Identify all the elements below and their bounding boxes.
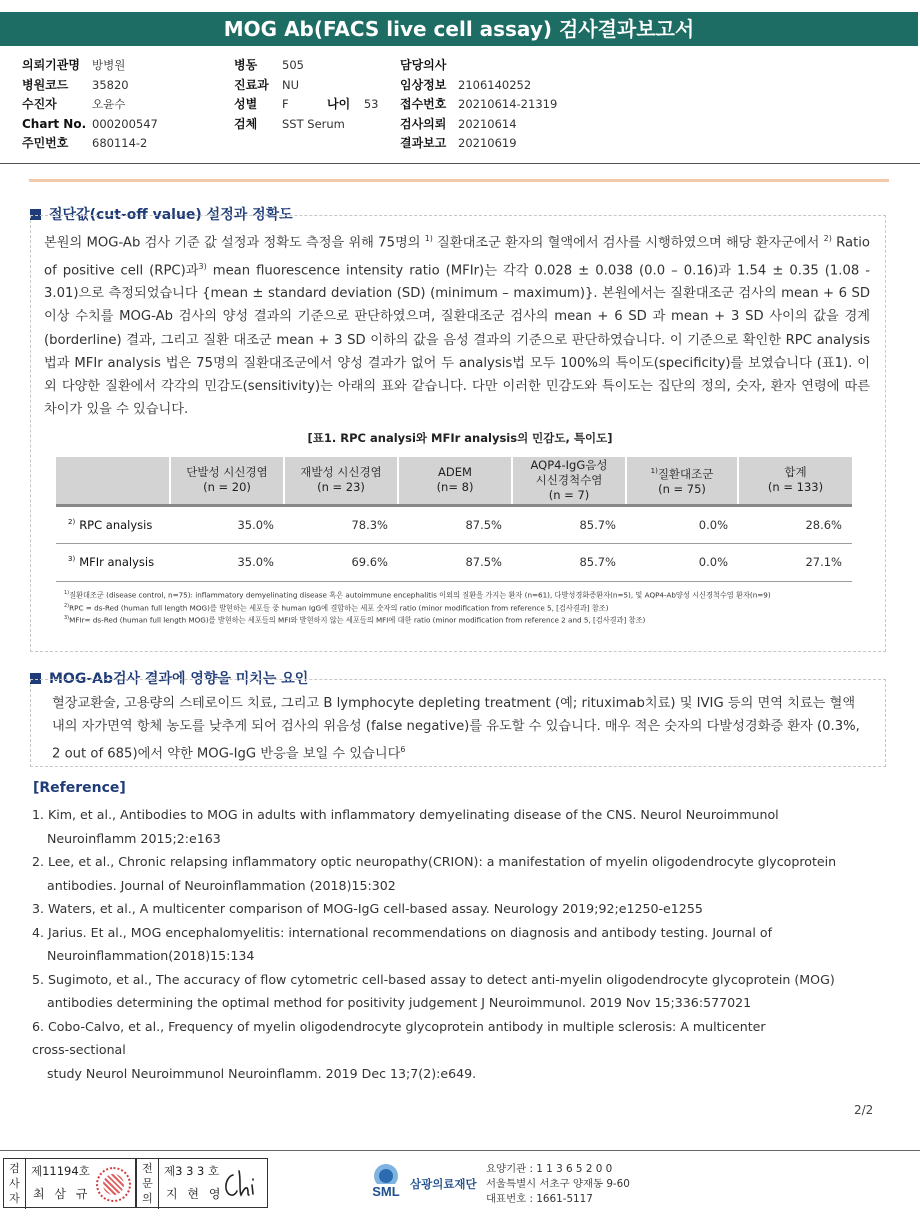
header-label: 재발성 시신경염 bbox=[300, 465, 382, 480]
table-cell: 28.6% bbox=[738, 505, 852, 543]
red-seal-icon bbox=[96, 1167, 131, 1202]
footer-divider bbox=[0, 1150, 920, 1151]
table-cell: 78.3% bbox=[284, 505, 398, 543]
info-row bbox=[234, 76, 345, 96]
table-header bbox=[738, 457, 852, 505]
header-count: (n = 7) bbox=[548, 487, 590, 502]
table-footnotes bbox=[64, 588, 864, 626]
inspector-side-label: 검사자 bbox=[4, 1159, 26, 1209]
section2-paragraph: 혈장교환술, 고용량의 스테로이드 치료, 그리고 B lymphocyte depleting treatment (예; rituximab치료) 및 IVIG 등의 면역 치료는 혈액 내의 자가면역 항체 농도를 낮추게 되어 검사의 위음성 (false negative)를 유도할 수 있습니다. 매우 적은 숫자의 다발성경화증 환자 (0.3%, 2 out of 685)에서 약한 MOG-IgG 반응을 보일 수 있습니다$^6$ bbox=[52, 696, 860, 762]
header-count: (n = 23) bbox=[317, 480, 365, 495]
inspector-name: 최 삼 규 bbox=[33, 1187, 91, 1201]
reference-item bbox=[32, 1015, 892, 1086]
section2-title: MOG-Ab검사 결과에 영향을 미치는 요인 bbox=[49, 671, 309, 687]
footnote-sup: 2) bbox=[64, 602, 70, 609]
header-label: 질환대조군 bbox=[657, 466, 714, 481]
table-cell: 35.0% bbox=[170, 543, 284, 581]
sensitivity-table bbox=[56, 457, 852, 582]
table-cell: 87.5% bbox=[398, 505, 512, 543]
patient-info-col3 bbox=[400, 56, 557, 154]
table-header bbox=[170, 457, 284, 505]
header-line bbox=[287, 465, 395, 480]
table-header bbox=[284, 457, 398, 505]
info-value: 20210614 bbox=[458, 116, 517, 131]
header-count: (n = 20) bbox=[203, 480, 251, 495]
info-label: 결과보고 bbox=[400, 136, 447, 150]
row-sup: 3) bbox=[68, 555, 76, 564]
table-header bbox=[398, 457, 512, 505]
info-label: Chart No. bbox=[22, 116, 87, 131]
header-count: (n = 133) bbox=[767, 480, 824, 495]
inspector-stamp bbox=[3, 1158, 136, 1208]
footnote-sup: 1) bbox=[64, 590, 70, 596]
specialist-name: 지 현 영 bbox=[166, 1187, 224, 1201]
reference-line: 5. Sugimoto, et al., The accuracy of flow cytometric cell-based assay to detect anti-myelin oligodendrocyte glycoprotein (MOG) bbox=[32, 971, 835, 987]
info-label: 주민번호 bbox=[22, 136, 69, 150]
info-row bbox=[22, 95, 158, 115]
info-label: 의뢰기관명 bbox=[22, 58, 80, 72]
info-label: 검사의뢰 bbox=[400, 116, 447, 131]
table-caption: [표1. RPC analysi와 MFIr analysis의 민감도, 특이도] bbox=[307, 431, 613, 445]
table-cell: 87.5% bbox=[398, 543, 512, 581]
table-cell: 0.0% bbox=[626, 543, 738, 581]
info-row bbox=[400, 115, 557, 135]
header-line bbox=[741, 465, 850, 480]
footnote-text: MFIr= ds-Red (human full length MOG)를 발현하는 세포들의 MFI와 발현하지 않는 세포들의 MFI에 대한 ratio (minor modification from reference 2 and 5, [검사결과] 참조) bbox=[69, 615, 646, 625]
footnote bbox=[64, 613, 864, 626]
table-cell: 85.7% bbox=[512, 543, 626, 581]
row-sup: 2) bbox=[68, 517, 76, 526]
footnote-text: RPC = ds-Red (human full length MOG)를 발현하는 세포들 중 human IgG에 결합하는 세포 숫자의 ratio (minor modification from reference 5, [검사결과] 참조) bbox=[69, 602, 609, 612]
info-value: F bbox=[282, 97, 289, 111]
address-line: 서울특별시 서초구 양재동 9-60 bbox=[486, 1178, 630, 1190]
reference-item bbox=[32, 921, 892, 968]
table-corner bbox=[56, 457, 170, 505]
reference-line: 2. Lee, et al., Chronic relapsing inflammatory optic neuropathy(CRION): a manifestation of myelin oligodendrocyte glycoprotein bbox=[32, 854, 837, 869]
row-label-text: MFIr analysis bbox=[79, 555, 155, 569]
info-label: 접수번호 bbox=[400, 97, 447, 111]
info-value: 35820 bbox=[92, 77, 129, 92]
info-label: 병동 bbox=[234, 58, 258, 72]
footnote-sup: 3) bbox=[64, 615, 70, 622]
reference-item bbox=[32, 803, 892, 850]
header-line: AQP4-IgG음성 bbox=[530, 457, 608, 472]
info-label: 성별 bbox=[234, 97, 258, 111]
age-field bbox=[327, 95, 378, 112]
table-row bbox=[56, 505, 852, 543]
info-row bbox=[400, 56, 557, 76]
reference-line: antibodies. Journal of Neuroinflammation (2018)15:302 bbox=[47, 877, 396, 893]
table-header bbox=[626, 457, 738, 505]
info-row bbox=[400, 76, 557, 96]
reference-line: 4. Jarius. Et al., MOG encephalomyelitis: international recommendations on diagnosis and antibody testing. Journal of bbox=[32, 924, 773, 940]
page-number: 2/2 bbox=[854, 1103, 874, 1117]
info-row bbox=[22, 134, 158, 154]
age-label: 나이 bbox=[327, 97, 351, 111]
inspector-license: 제11194호 bbox=[31, 1164, 90, 1178]
header-line bbox=[401, 465, 509, 480]
row-label bbox=[56, 505, 170, 543]
sml-logo-text: SML bbox=[372, 1184, 400, 1199]
info-value: SST Serum bbox=[282, 116, 345, 131]
footnote bbox=[64, 601, 864, 614]
table-cell: 35.0% bbox=[170, 505, 284, 543]
info-row bbox=[22, 56, 158, 76]
info-label: 수진자 bbox=[22, 97, 57, 111]
header-line bbox=[173, 465, 281, 480]
sml-logo-icon bbox=[366, 1162, 406, 1200]
table-cell: 85.7% bbox=[512, 505, 626, 543]
info-label: 검체 bbox=[234, 116, 258, 131]
signature-icon bbox=[219, 1161, 263, 1205]
header-sup: 1) bbox=[650, 466, 658, 475]
reference-item bbox=[32, 968, 892, 1015]
table-cell: 69.6% bbox=[284, 543, 398, 581]
info-value: 000200547 bbox=[92, 116, 158, 131]
header-label: 단발성 시신경염 bbox=[186, 465, 268, 480]
row-label-text: RPC analysis bbox=[79, 517, 153, 532]
report-title: MOG Ab(FACS live cell assay) 검사결과보고서 bbox=[0, 12, 918, 46]
info-value: 20210619 bbox=[458, 136, 517, 150]
reference-line: antibodies determining the optimal method for positivity judgement J Neuroimmunol. 2019 Nov 15;336:577021 bbox=[47, 995, 752, 1010]
info-value: NU bbox=[282, 77, 300, 92]
specialist-side-label: 전문의 bbox=[137, 1159, 159, 1209]
section-divider bbox=[29, 179, 889, 182]
header-label: ADEM bbox=[438, 465, 472, 480]
info-row bbox=[400, 95, 557, 115]
header-count: (n = 75) bbox=[658, 481, 706, 496]
patient-info bbox=[22, 56, 902, 156]
header-line bbox=[515, 473, 623, 488]
info-row bbox=[234, 56, 345, 76]
reference-title: [Reference] bbox=[33, 780, 126, 796]
info-label: 임상정보 bbox=[400, 77, 447, 92]
info-row bbox=[22, 115, 158, 135]
table-header bbox=[512, 457, 626, 505]
table-row bbox=[56, 543, 852, 581]
reference-list bbox=[32, 803, 892, 1085]
info-label: 병원코드 bbox=[22, 77, 69, 92]
reference-line: cross-sectional bbox=[32, 1042, 126, 1057]
reference-line: Neuroinflammation(2018)15:134 bbox=[47, 948, 255, 963]
reference-line: study Neurol Neuroimmunol Neuroinflamm. 2019 Dec 13;7(2):e649. bbox=[47, 1065, 477, 1081]
reference-line: 3. Waters, et al., A multicenter comparison of MOG-IgG cell-based assay. Neurology 2019;92;e1250-e1255 bbox=[32, 901, 703, 916]
header-count: (n= 8) bbox=[436, 480, 474, 495]
specialist-stamp bbox=[136, 1158, 268, 1208]
address-line: 대표번호 : 1661-5117 bbox=[486, 1193, 593, 1205]
footnote bbox=[64, 588, 864, 601]
reference-item bbox=[32, 897, 892, 921]
header-label: 시신경척수염 bbox=[535, 472, 603, 487]
row-label bbox=[56, 543, 170, 581]
info-value: 오윤수 bbox=[92, 97, 126, 111]
reference-line: 6. Cobo-Calvo, et al., Frequency of myelin oligodendrocyte glycoprotein antibody in multiple sclerosis: A multicenter bbox=[32, 1018, 766, 1034]
info-label: 담당의사 bbox=[400, 58, 447, 72]
info-row bbox=[22, 76, 158, 96]
table-cell: 27.1% bbox=[738, 543, 852, 581]
info-value: 2106140252 bbox=[458, 77, 532, 92]
info-value: 20210614-21319 bbox=[458, 97, 558, 111]
section1-title: 절단값(cut-off value) 설정과 정확도 bbox=[49, 207, 293, 223]
header-label: 합계 bbox=[784, 465, 807, 480]
address-line: 요양기관 : 1 1 3 6 5 2 0 0 bbox=[486, 1163, 613, 1175]
info-value: 505 bbox=[282, 58, 304, 72]
header-divider bbox=[0, 163, 920, 164]
reference-line: 1. Kim, et al., Antibodies to MOG in adults with inflammatory demyelinating disease of the CNS. Neurol Neuroimmunol bbox=[32, 807, 779, 822]
institution-address bbox=[486, 1162, 630, 1207]
section1-paragraph: 본원의 MOG-Ab 검사 기준 값 설정과 정확도 측정을 위해 75명의 $^{1)}$ 질환대조군 환자의 혈액에서 검사를 시행하였으며 해당 환자군에서 $^{2)}$ Ratio of positive cell (RPC)과$^{3)}$ mean fluorescence intensity ratio (MFIr)는 각각 0.028 ± 0.038 (0.0 – 0.16)과 1.54 ± 0.35 (1.08 - 3.01)으로 측정되었습니다 {mean ± standard deviation (SD) (minimum – maximum)}. 본원에서는 질환대조군 검사의 mean + 6 SD 이상 수치를 MOG-Ab 검사의 양성 결과의 기준으로 판단하였으며, 질환대조군 검사의 mean + 6 SD 과 mean + 3 SD 사이의 값을 경계 (borderline) 결과, 그리고 질환 대조군 mean + 3 SD 이하의 값을 음성 결과의 기준으로 판단하였습니다. 이 기준으로 확인한 RPC analysis 법과 MFIr analysis 법은 75명의 질환대조군에서 양성 결과가 없어 두 analysis법 모두 100%의 특이도(specificity)를 보였습니다 (표1). 이 외 다양한 질환에서 각각의 민감도(sensitivity)는 아래의 표와 같습니다. 다만 이러한 민감도와 특이도는 집단의 정의, 숫자, 환자 연령에 따른 차이가 있을 수 있습니다. bbox=[44, 234, 871, 418]
patient-info-col1 bbox=[22, 56, 158, 154]
age-value: 53 bbox=[363, 97, 379, 111]
info-value: 680114-2 bbox=[92, 136, 148, 150]
footnote-text: 질환대조군 (disease control, n=75): inflammatory demyelinating disease 혹은 autoimmune encephalitis 이외의 질환을 가지는 환자 (n=61), 다발성경화증환자(n=5), 및 AQP4-Ab양성 시신경척수염 환자(n=9) bbox=[69, 590, 771, 600]
info-label: 진료과 bbox=[234, 77, 269, 92]
reference-item bbox=[32, 850, 892, 897]
header-line bbox=[629, 464, 735, 482]
reference-line: Neuroinflamm 2015;2:e163 bbox=[47, 830, 221, 846]
institution-name: 삼광의료재단 bbox=[410, 1177, 477, 1191]
info-row bbox=[400, 134, 557, 154]
specialist-license: 제3 3 3 호 bbox=[164, 1164, 220, 1178]
table-cell: 0.0% bbox=[626, 505, 738, 543]
info-value: 방병원 bbox=[92, 58, 126, 72]
info-row bbox=[234, 115, 345, 135]
